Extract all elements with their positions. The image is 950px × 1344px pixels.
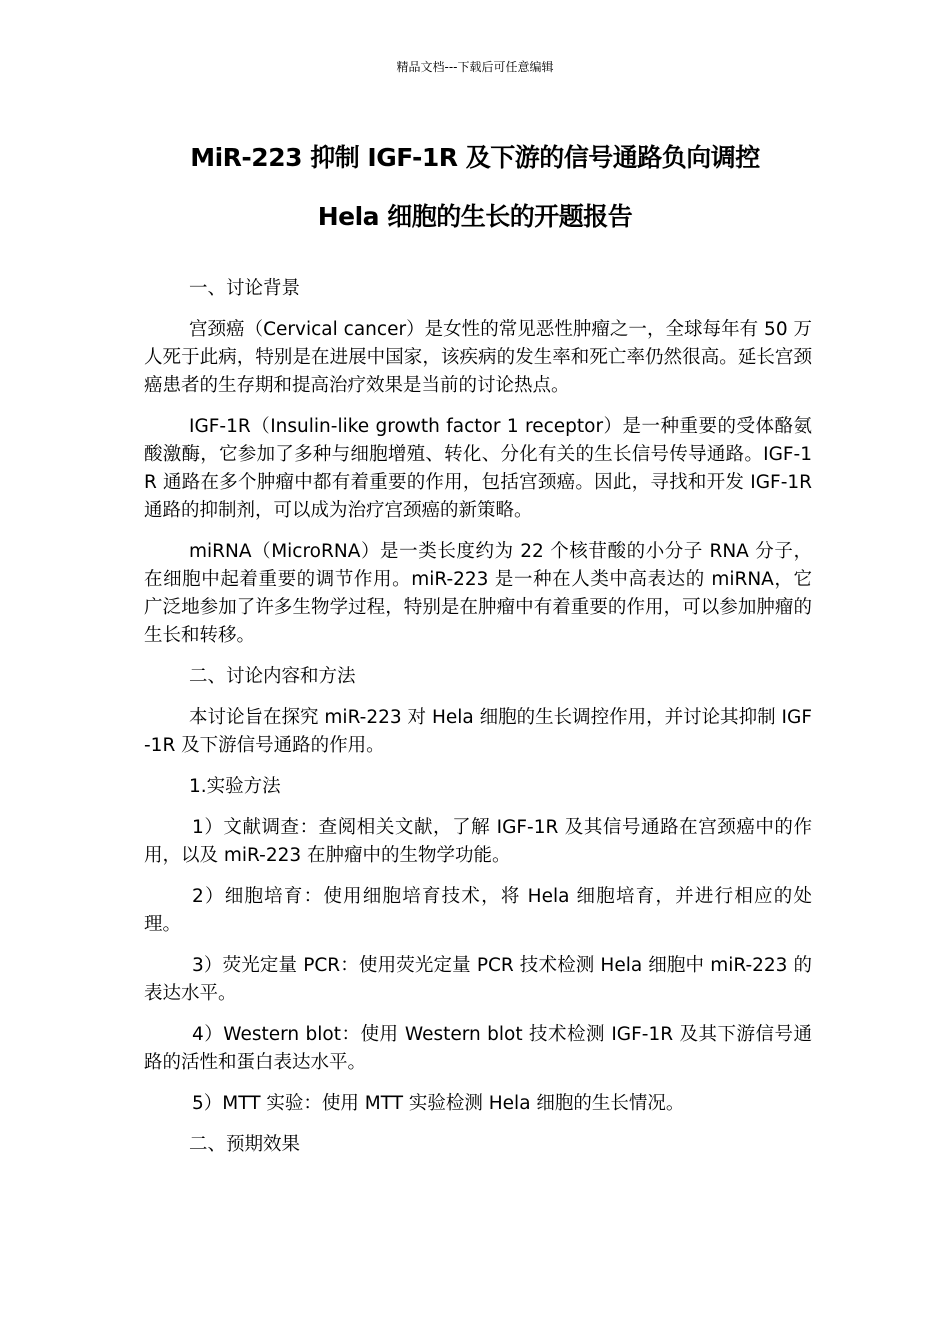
- section-heading-expected-results: 二、预期效果: [189, 1134, 301, 1155]
- paragraph-mirna: miRNA（MicroRNA）是一类长度约为 22 个核苷酸的小分子 RNA 分子，在细胞中起着重要的调节作用。miR-223 是一种在人类中高表达的 miRNA，它广泛地参加了许多生物学过程，特别是在肿瘤中有着重要的作用，可以参加肿瘤的生长和转移。: [144, 541, 812, 646]
- paragraph-igf1r: IGF-1R（Insulin-like growth factor 1 receptor）是一种重要的受体酪氨酸激酶，它参加了多种与细胞增殖、转化、分化有关的生长信号传导通路。IGF-1R 通路在多个肿瘤中都有着重要的作用，包括宫颈癌。因此，寻找和开发 IGF-1R 通路的抑制剂，可以成为治疗宫颈癌的新策略。: [144, 416, 812, 521]
- method-step-cell-culture: 2）细胞培育：使用细胞培育技术，将 Hela 细胞培育，并进行相应的处理。: [144, 886, 812, 935]
- section-heading-content-methods: 二、讨论内容和方法: [189, 666, 356, 687]
- method-step-literature: 1）文献调查：查阅相关文献，了解 IGF-1R 及其信号通路在宫颈癌中的作用，以及 miR-223 在肿瘤中的生物学功能。: [144, 817, 812, 866]
- document-title-line-1: MiR-223 抑制 IGF-1R 及下游的信号通路负向调控: [190, 143, 760, 172]
- document-body: [144, 275, 812, 1172]
- method-step-qpcr: 3）荧光定量 PCR：使用荧光定量 PCR 技术检测 Hela 细胞中 miR-223 的表达水平。: [144, 955, 812, 1004]
- paragraph-study-aim: 本讨论旨在探究 miR-223 对 Hela 细胞的生长调控作用，并讨论其抑制 IGF-1R 及下游信号通路的作用。: [144, 707, 812, 756]
- method-step-mtt: 5）MTT 实验：使用 MTT 实验检测 Hela 细胞的生长情况。: [192, 1093, 685, 1114]
- method-step-western-blot: 4）Western blot：使用 Western blot 技术检测 IGF-1R 及其下游信号通路的活性和蛋白表达水平。: [144, 1024, 812, 1073]
- subsection-heading-methods: 1.实验方法: [189, 776, 281, 797]
- paragraph-cervical-cancer: 宫颈癌（Cervical cancer）是女性的常见恶性肿瘤之一，全球每年有 50 万人死于此病，特别是在进展中国家，该疾病的发生率和死亡率仍然很高。延长宫颈癌患者的生存期和提高治疗效果是当前的讨论热点。: [144, 319, 812, 396]
- document-title-line-2: Hela 细胞的生长的开题报告: [317, 202, 633, 231]
- page-header-note: 精品文档---下载后可任意编辑: [396, 60, 554, 74]
- section-heading-background: 一、讨论背景: [189, 278, 301, 299]
